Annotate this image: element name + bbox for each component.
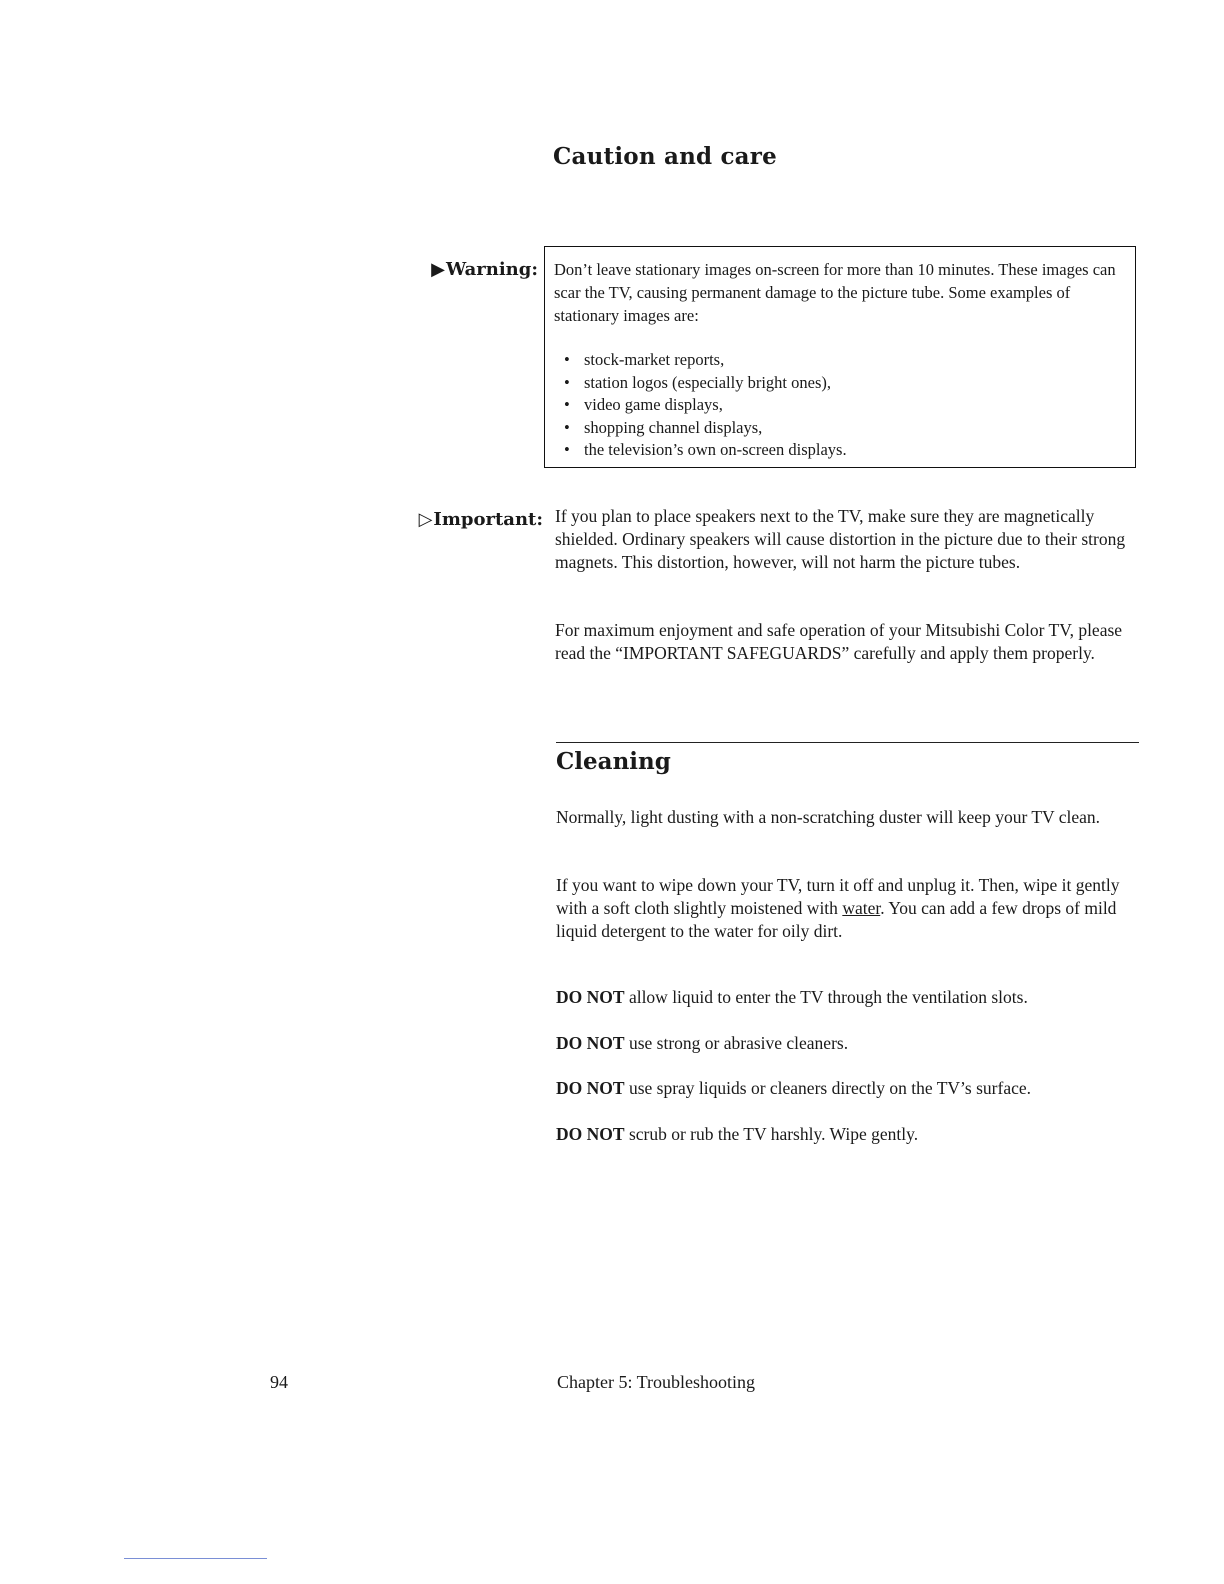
stationary-images-list bbox=[554, 349, 1127, 462]
page-title: Caution and care bbox=[553, 143, 777, 170]
warning-label-text: Warning: bbox=[445, 259, 538, 280]
do-not-item: DO NOT use strong or abrasive cleaners. bbox=[556, 1033, 849, 1053]
list-item: • stock-market reports, bbox=[564, 349, 1127, 372]
list-item: • station logos (especially bright ones), bbox=[564, 372, 1127, 395]
cleaning-heading: Cleaning bbox=[556, 748, 671, 775]
list-item: • the television’s own on-screen displays. bbox=[564, 439, 1127, 462]
important-paragraph-1: If you plan to place speakers next to the TV, make sure they are magnetically shielded. Ordinary speakers will cause distortion in the picture due to their strong magnets. This distortion, however, will not harm the picture tubes. bbox=[555, 506, 1126, 572]
warning-arrow-icon: ▶ bbox=[431, 259, 445, 280]
warning-label bbox=[400, 259, 538, 280]
water-underlined: water bbox=[842, 898, 881, 918]
do-not-item: DO NOT scrub or rub the TV harshly. Wipe gently. bbox=[556, 1124, 919, 1144]
list-item: • shopping channel displays, bbox=[564, 417, 1127, 440]
warning-intro: Don’t leave stationary images on-screen for more than 10 minutes. These images can scar the TV, causing permanent damage to the picture tube. Some examples of stationary images are: bbox=[554, 260, 1116, 325]
important-label-text: Important: bbox=[433, 509, 543, 530]
important-label bbox=[400, 509, 543, 530]
chapter-footer: Chapter 5: Troubleshooting bbox=[557, 1372, 756, 1392]
warning-box bbox=[544, 246, 1136, 468]
do-not-item: DO NOT use spray liquids or cleaners directly on the TV’s surface. bbox=[556, 1078, 1031, 1098]
important-arrow-icon: ▷ bbox=[418, 509, 433, 530]
cleaning-paragraph-2: If you want to wipe down your TV, turn it off and unplug it. Then, wipe it gently with a soft cloth slightly moistened with water. You can add a few drops of mild liquid detergent to the water for oily dirt. bbox=[556, 875, 1120, 941]
page-number: 94 bbox=[270, 1372, 288, 1392]
bottom-edge-line bbox=[124, 1558, 267, 1559]
important-paragraph-2: For maximum enjoyment and safe operation of your Mitsubishi Color TV, please read the “IMPORTANT SAFEGUARDS” carefully and apply them properly. bbox=[555, 620, 1123, 663]
cleaning-paragraph-1: Normally, light dusting with a non-scratching duster will keep your TV clean. bbox=[556, 807, 1101, 827]
list-item: • video game displays, bbox=[564, 394, 1127, 417]
do-not-item: DO NOT allow liquid to enter the TV through the ventilation slots. bbox=[556, 987, 1028, 1007]
section-divider bbox=[556, 742, 1139, 743]
